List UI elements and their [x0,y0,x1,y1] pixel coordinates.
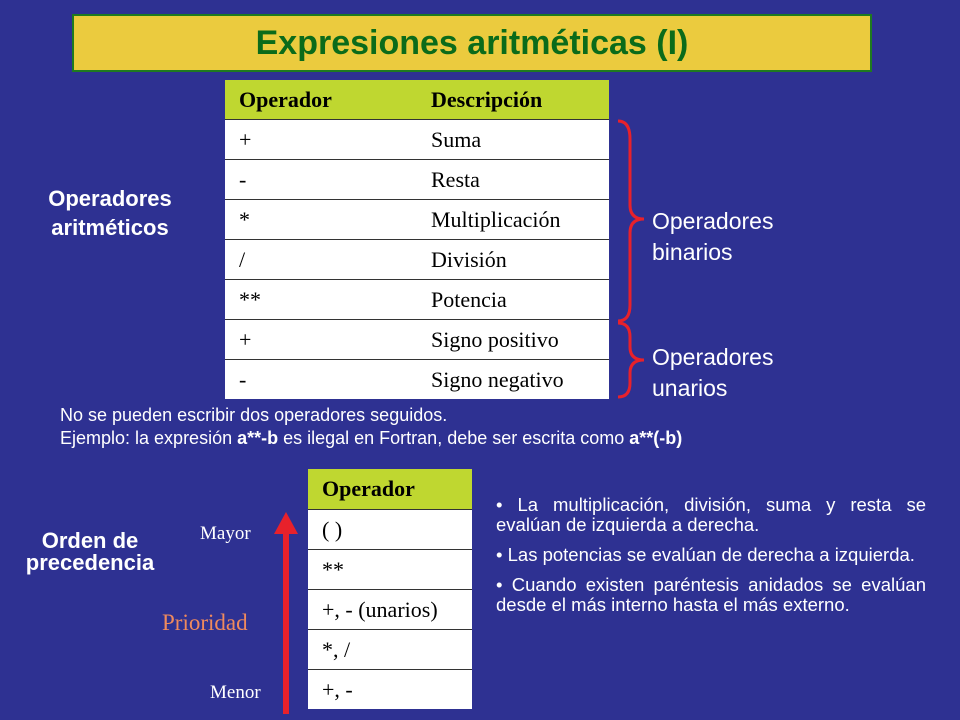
binary-label-line2: binarios [652,239,733,265]
note-mid: es ilegal en Fortran, debe ser escrita como [278,428,630,448]
list-item-text: Las potencias se evalúan de derecha a izquierda. [507,544,915,565]
priority-low-label: Menor [210,682,261,703]
operator-cell: - [225,360,417,400]
description-cell: División [417,240,609,280]
operators-label-line2: aritméticos [51,215,169,240]
description-cell: Suma [417,120,609,160]
table-row [308,670,472,710]
table-row [308,630,472,670]
note-prefix: Ejemplo: la expresión [60,428,238,448]
table-row [225,200,609,240]
precedence-table [308,469,472,709]
table-row [308,590,472,630]
title-banner [72,14,872,72]
operator-cell: ( ) [308,510,472,550]
operator-cell: - [225,160,417,200]
operator-cell: / [225,240,417,280]
page-title: Expresiones aritméticas (I) [255,23,689,62]
operators-table [225,80,609,399]
operator-cell: +, - [308,670,472,710]
list-item: • La multiplicación, división, suma y resta se evalúan de izquierda a derecha. [496,494,926,535]
operator-cell: + [225,320,417,360]
precedence-label-line1: Orden de [41,528,139,553]
unary-label-line1: Operadores [652,344,774,370]
operators-label-line1: Operadores [48,186,172,211]
description-cell: Signo positivo [417,320,609,360]
note-line2 [60,427,940,450]
header-operator: Operador [225,80,417,120]
description-cell: Signo negativo [417,360,609,400]
table-row [308,510,472,550]
operator-cell: * [225,200,417,240]
precedence-label-line2: precedencia [25,550,155,575]
braces [610,115,650,405]
description-cell: Resta [417,160,609,200]
list-item-text: La multiplicación, división, suma y resta se evalúan de izquierda a derecha. [496,494,926,535]
description-cell: Multiplicación [417,200,609,240]
binary-brace-icon [618,121,644,321]
header-operator: Operador [308,469,472,510]
operator-cell: ** [308,550,472,590]
list-item: • Cuando existen paréntesis anidados se evalúan desde el más interno hasta el más externo. [496,574,926,615]
priority-high-label: Mayor [200,523,251,544]
note-line1: No se pueden escribir dos operadores seguidos. [60,405,448,425]
unary-operators-label [652,342,773,404]
table-row [225,280,609,320]
operator-cell: +, - (unarios) [308,590,472,630]
list-item: • Las potencias se evalúan de derecha a izquierda. [496,544,915,565]
priority-arrow-icon [274,512,298,714]
operator-cell: *, / [308,630,472,670]
table-row [225,160,609,200]
header-description: Descripción [417,80,609,120]
binary-operators-label [652,206,773,268]
table-row [308,550,472,590]
table-row [225,320,609,360]
list-item-text: Cuando existen paréntesis anidados se evalúan desde el más interno hasta el más externo. [496,574,926,615]
table-row [225,240,609,280]
table-header-row [225,80,609,120]
precedence-label [0,530,180,574]
unary-brace-icon [618,323,644,397]
unary-label-line2: unarios [652,375,728,401]
note-text [60,404,940,450]
binary-label-line1: Operadores [652,208,774,234]
note-code-good: a**(-b) [629,428,683,448]
rules-list [496,495,926,625]
operator-cell: ** [225,280,417,320]
operators-label [20,184,200,242]
note-code-bad: a**-b [237,428,279,448]
operator-cell: + [225,120,417,160]
priority-label: Prioridad [162,610,248,635]
description-cell: Potencia [417,280,609,320]
table-row [225,120,609,160]
table-header-row [308,469,472,510]
table-row [225,360,609,400]
